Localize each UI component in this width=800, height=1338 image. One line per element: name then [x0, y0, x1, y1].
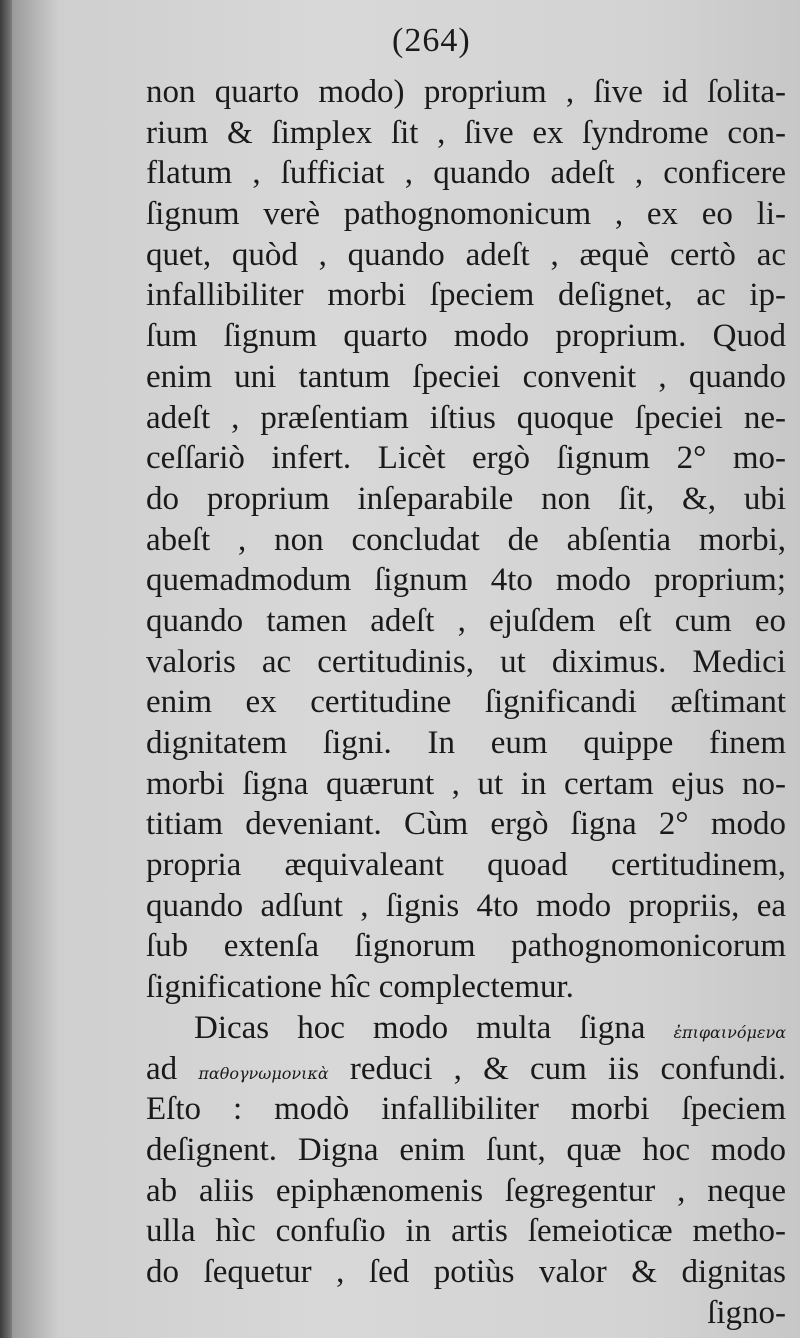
- text-line: ulla hìc confuſio in artis ſemeioticæ metho-: [146, 1213, 786, 1250]
- page-number: (264): [392, 22, 471, 59]
- text-line: deſignent. Digna enim ſunt, quæ hoc modo: [146, 1131, 786, 1168]
- greek-word: ἐπιφαινόμενα: [673, 1022, 786, 1042]
- paragraph-end-line: ſignificatione hîc complectemur.: [146, 969, 574, 1006]
- text-line: quemadmodum ſignum 4to modo proprium;: [146, 562, 786, 599]
- text-line: propria æquivaleant quoad certitudinem,: [146, 847, 786, 884]
- text-fragment: reduci , & cum iis confundi.: [349, 1050, 786, 1087]
- text-line: morbi ſigna quærunt , ut in certam ejus no-: [146, 765, 786, 802]
- text-line: abeſt , non concludat de abſentia morbi,: [146, 521, 786, 558]
- text-line: ceſſariò infert. Licèt ergò ſignum 2° mo-: [146, 440, 786, 477]
- text-line: non quarto modo) proprium , ſive id ſolita-: [146, 74, 786, 110]
- text-line: dignitatem ſigni. In eum quippe finem: [146, 725, 786, 761]
- text-line: ſum ſignum quarto modo proprium. Quod: [146, 318, 786, 355]
- text-line: Eſto : modò infallibiliter morbi ſpeciem: [146, 1091, 786, 1128]
- text-line: do proprium inſeparabile non ſit, &, ubi: [146, 480, 786, 517]
- text-line: do ſequetur , ſed potiùs valor & dignitas: [146, 1253, 786, 1290]
- text-line: rium & ſimplex ſit , ſive ex ſyndrome con-: [146, 114, 786, 151]
- text-line: enim uni tantum ſpeciei convenit , quando: [146, 358, 786, 395]
- text-line: adeſt , præſentiam iſtius quoque ſpeciei ne-: [146, 399, 786, 436]
- text-line: flatum , ſufficiat , quando adeſt , conficere: [146, 155, 786, 192]
- text-line: quando adſunt , ſignis 4to modo propriis, ea: [146, 887, 786, 924]
- text-fragment: Dicas hoc modo multa ſigna: [194, 1009, 646, 1046]
- text-line: ſub extenſa ſignorum pathognomonicorum: [146, 928, 786, 965]
- book-page: [12, 0, 800, 1338]
- greek-word: παθογνωμονικὰ: [198, 1063, 329, 1083]
- catchword: ſigno-: [707, 1294, 786, 1331]
- text-line: valoris ac certitudinis, ut diximus. Medici: [146, 643, 786, 680]
- text-line: titiam deveniant. Cùm ergò ſigna 2° modo: [146, 806, 786, 843]
- text-line-with-greek: [146, 1049, 786, 1090]
- text-line: ab aliis epiphænomenis ſegregentur , neque: [146, 1172, 786, 1209]
- text-line: infallibiliter morbi ſpeciem deſignet, ac ip-: [146, 277, 786, 314]
- text-line: quando tamen adeſt , ejuſdem eſt cum eo: [146, 602, 786, 639]
- text-line: quet, quòd , quando adeſt , æquè certò ac: [146, 236, 786, 273]
- page-binding-edge: [0, 0, 12, 1338]
- text-line: enim ex certitudine ſignificandi æſtimant: [146, 684, 786, 721]
- text-line-with-greek: [146, 1008, 786, 1049]
- text-line: ſignum verè pathognomonicum , ex eo li-: [146, 196, 786, 233]
- text-fragment: ad: [146, 1050, 178, 1087]
- body-text: [146, 72, 786, 1333]
